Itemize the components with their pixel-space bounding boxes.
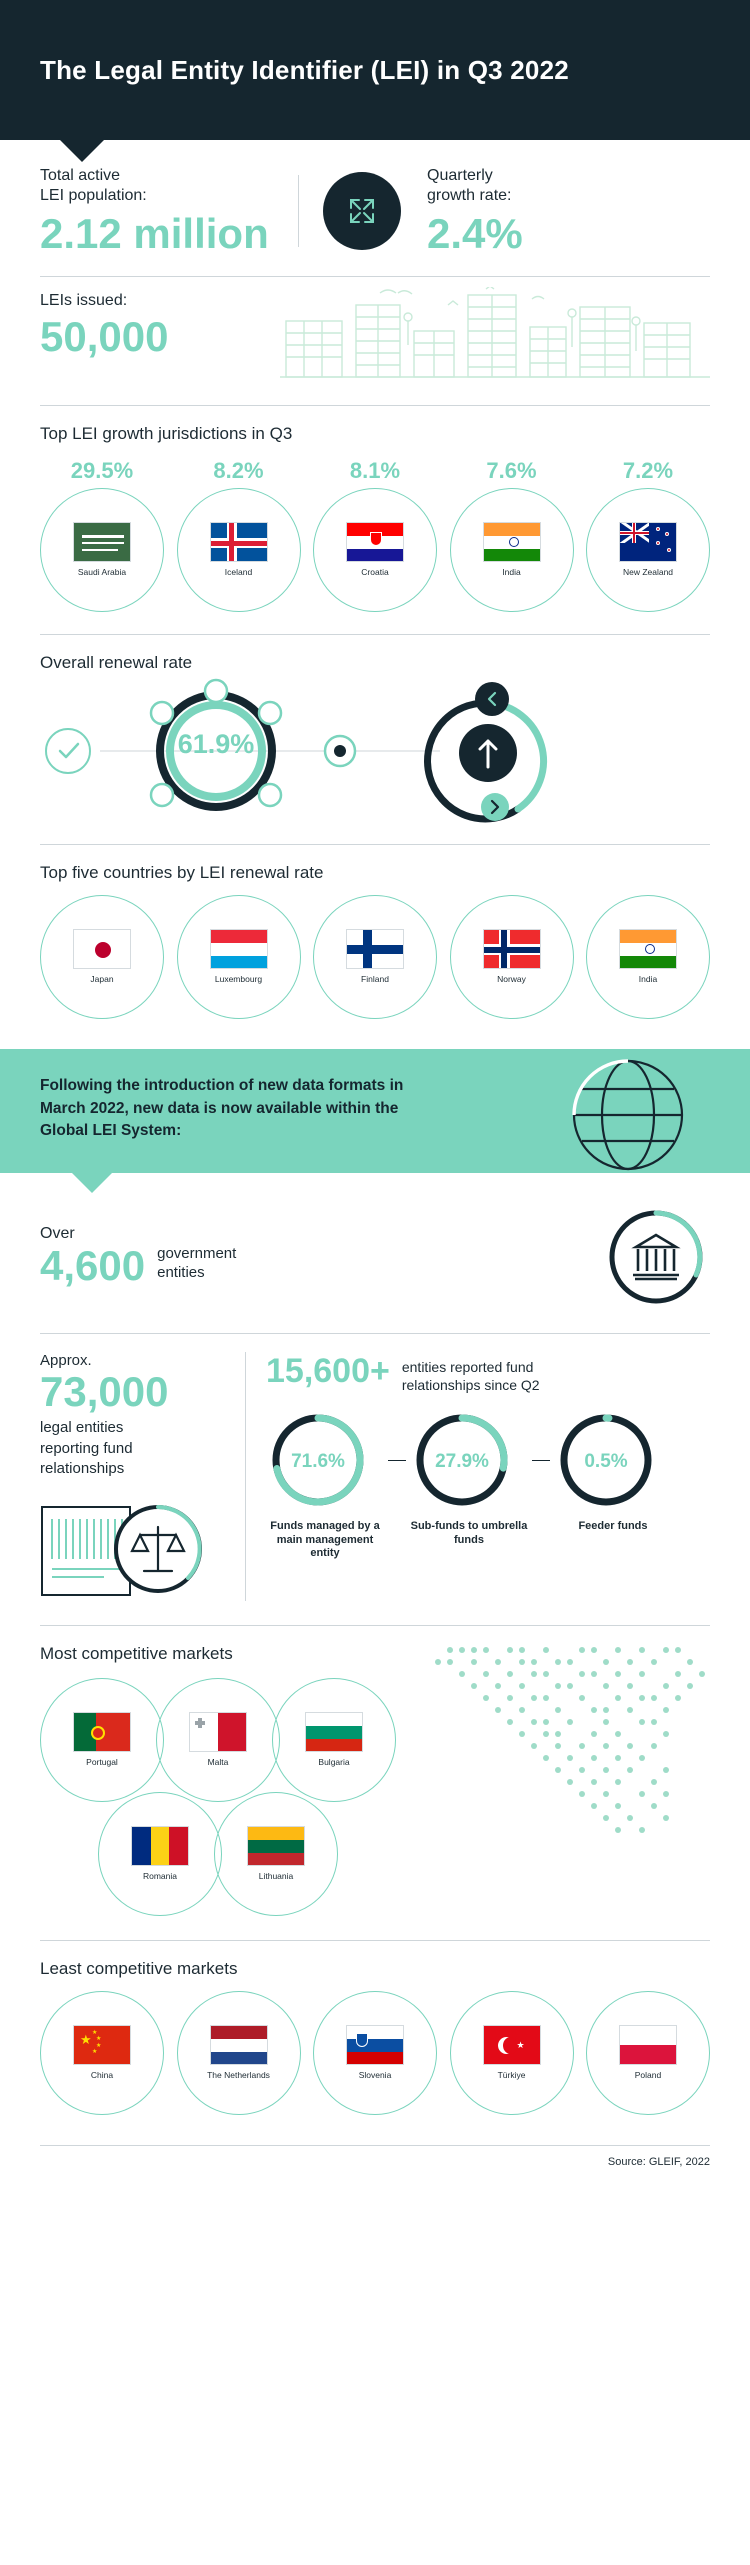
top-growth-section [0,406,750,444]
header-notch [60,140,104,162]
government-entities-block [0,1173,750,1333]
flag-cell-norway [450,895,574,1019]
growth-pct-3: 7.6% [486,458,537,484]
funds-right-column [266,1352,710,1602]
flag-cell-saudi-arabia [40,488,164,612]
gov-over-label: Over [40,1225,75,1243]
svg-text:71.6%: 71.6% [291,1450,345,1472]
flag-cell-lithuania [214,1792,338,1916]
globe-icon [536,1053,716,1178]
donut-connector-2 [532,1460,550,1462]
flag-finland [346,929,404,969]
flag-label-portugal: Portugal [86,1757,118,1768]
flag-netherlands [210,2025,268,2065]
flag-cell-india-renewal [586,895,710,1019]
dotted-world-map [426,1636,716,1846]
donut-cell-0 [266,1408,384,1561]
page-title: The Legal Entity Identifier (LEI) in Q3 2022 [40,54,569,85]
leis-issued-label: LEIs issued: [40,292,128,310]
flag-label-norway: Norway [497,974,526,985]
top-growth-title: Top LEI growth jurisdictions in Q3 [40,424,293,444]
growth-pct-4: 7.2% [622,458,674,484]
growth-label-line2: growth rate: [427,187,512,204]
flag-iceland [210,522,268,562]
funds-approx-label: Approx. [40,1351,92,1369]
flag-cell-slovenia [313,1991,437,2115]
expand-arrows-icon [323,172,401,250]
renewal-title: Overall renewal rate [40,653,193,673]
flag-luxembourg [210,929,268,969]
flag-cell-china [40,1991,164,2115]
flag-label-malta: Malta [207,1757,229,1768]
flag-cell-japan [40,895,164,1019]
flag-label-turkiye: Türkiye [497,2070,526,2081]
stats-divider [298,175,299,247]
funds-block [0,1334,750,1622]
flag-saudi-arabia [73,522,131,562]
flag-croatia [346,522,404,562]
flag-cell-malta [156,1678,280,1802]
flag-cell-portugal [40,1678,164,1802]
funds-right-caption-1: entities reported fund [401,1358,534,1375]
funds-right-caption-2: relationships since Q2 [401,1376,540,1393]
least-competitive-section [0,1941,750,1991]
donut-cell-2 [554,1408,672,1534]
flag-label-netherlands: The Netherlands [207,2070,270,2081]
donut-caption-1: Sub-funds to umbrella funds [410,1519,528,1546]
svg-text:0.5%: 0.5% [584,1450,628,1472]
flag-label-india-renewal: India [638,974,658,985]
top-renewal-section [0,845,750,895]
flag-label-lithuania: Lithuania [258,1871,294,1882]
flag-cell-luxembourg [177,895,301,1019]
flag-label-croatia: Croatia [361,567,389,578]
flag-japan [73,929,131,969]
flag-label-luxembourg: Luxembourg [214,974,263,985]
funds-divider [245,1352,246,1602]
funds-left-caption-2: reporting fund [40,1439,133,1457]
flag-cell-poland [586,1991,710,2115]
flag-malta [189,1712,247,1752]
top-growth-percent-row [40,458,710,484]
total-lei-block [40,166,290,256]
flag-bulgaria [305,1712,363,1752]
donut-connector-1 [388,1460,406,1462]
flag-label-saudi-arabia: Saudi Arabia [77,567,127,578]
flag-label-iceland: Iceland [224,567,253,578]
flag-portugal [73,1712,131,1752]
leis-issued-block [40,287,710,397]
total-lei-label-line1: Total active [40,167,121,184]
flag-slovenia [346,2025,404,2065]
flag-label-finland: Finland [361,974,389,985]
flag-cell-bulgaria [272,1678,396,1802]
growth-rate-block [427,166,523,256]
least-competitive-title: Least competitive markets [40,1959,238,1979]
banner-text: Following the introduction of new data formats in March 2022, new data is now available within the Global LEI System: [40,1077,404,1140]
flag-cell-finland [313,895,437,1019]
total-lei-value: 2.12 million [40,210,269,257]
flag-cell-new-zealand [586,488,710,612]
donut-caption-0: Funds managed by a main management entity [270,1519,380,1560]
documents-scales-illustration [40,1493,225,1601]
flag-norway [483,929,541,969]
divider-1 [40,276,710,277]
growth-pct-2: 8.1% [349,458,401,484]
flag-india-renewal [619,929,677,969]
most-competitive-section [40,1626,710,1916]
flag-poland [619,2025,677,2065]
fund-donuts-row [266,1408,710,1561]
funds-right-value: 15,600+ [266,1351,390,1390]
flag-label-slovenia: Slovenia [358,2070,392,2081]
flag-cell-india [450,488,574,612]
banner-notch [72,1173,112,1193]
renewal-graphic [40,673,710,838]
gov-value: 4,600 [40,1242,146,1290]
least-competitive-flag-row [40,1991,710,2115]
renewal-rate-value: 61.9% [177,729,255,760]
gov-suffix-line1: government [157,1245,237,1263]
flag-lithuania [247,1826,305,1866]
leis-issued-value: 50,000 [40,313,169,361]
funds-left-caption-1: legal entities [40,1419,124,1437]
growth-label-line1: Quarterly [427,167,493,184]
flag-label-poland: Poland [634,2070,662,2081]
growth-pct-1: 8.2% [213,458,264,484]
flag-cell-turkiye [450,1991,574,2115]
flag-turkiye: ★ [483,2025,541,2065]
top-renewal-flag-row [40,895,710,1019]
flag-new-zealand [619,522,677,562]
flag-cell-iceland [177,488,301,612]
donut-cell-1 [410,1408,528,1548]
flag-romania [131,1826,189,1866]
bank-icon [602,1203,710,1311]
flag-label-bulgaria: Bulgaria [318,1757,350,1768]
donut-caption-2: Feeder funds [578,1519,648,1532]
growth-pct-0: 29.5% [70,458,134,484]
flag-cell-croatia [313,488,437,612]
flag-china: ★ ★ ★ ★ ★ [73,2025,131,2065]
funds-left-value: 73,000 [40,1368,169,1416]
key-stats-row [0,140,750,276]
flag-label-new-zealand: New Zealand [622,567,674,578]
flag-label-india: India [502,567,521,578]
flag-label-china: China [90,2070,114,2081]
total-lei-label-line2: LEI population: [40,187,147,204]
flag-india [483,522,541,562]
renewal-section [0,635,750,673]
funds-left-column [40,1352,225,1602]
flag-label-japan: Japan [90,974,114,985]
source-note: Source: GLEIF, 2022 [607,2156,710,2169]
most-competitive-title: Most competitive markets [40,1644,233,1664]
funds-left-caption-3: relationships [40,1459,125,1477]
header [0,0,750,140]
growth-value: 2.4% [427,210,523,257]
flag-cell-romania [98,1792,222,1916]
gov-suffix-line2: entities [157,1263,205,1281]
svg-text:27.9%: 27.9% [435,1450,489,1472]
new-data-banner [0,1049,750,1172]
top-renewal-title: Top five countries by LEI renewal rate [40,863,324,883]
flag-cell-netherlands [177,1991,301,2115]
top-growth-flag-row [40,488,710,612]
flag-label-romania: Romania [142,1871,178,1882]
